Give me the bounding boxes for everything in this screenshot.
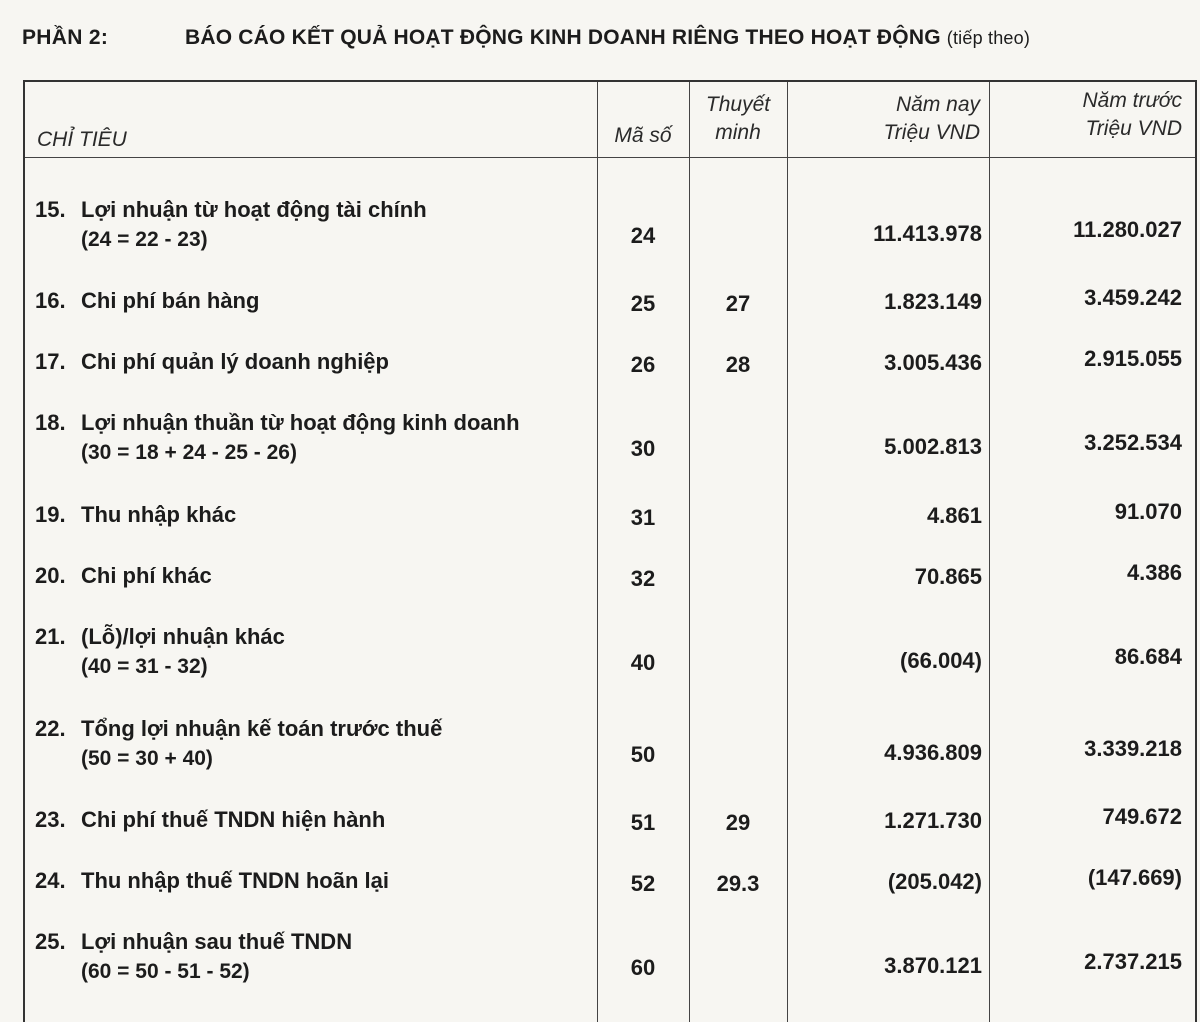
row-label — [35, 866, 389, 896]
row-label — [35, 927, 352, 987]
row-label-text: Thu nhập khác — [81, 502, 237, 527]
row-current-year: 1.823.149 — [884, 289, 982, 314]
column-header-note — [689, 91, 787, 147]
row-previous-year: 91.070 — [1114, 499, 1182, 524]
row-formula: (40 = 31 - 32) — [81, 655, 208, 678]
row-current-year: 3.005.436 — [884, 350, 982, 375]
row-note: 29.3 — [716, 871, 760, 896]
row-current-year: 11.413.978 — [873, 221, 982, 246]
row-code: 40 — [630, 650, 656, 675]
row-code: 26 — [630, 352, 656, 377]
row-code: 60 — [630, 955, 656, 980]
column-header-current-year — [787, 91, 980, 147]
header-divider — [25, 157, 1195, 158]
row-label-text: Chi phí bán hàng — [81, 288, 260, 313]
row-number: 24. — [35, 868, 66, 893]
row-note: 28 — [725, 352, 751, 377]
row-previous-year: 11.280.027 — [1073, 217, 1182, 242]
row-label-text: Lợi nhuận sau thuế TNDN — [81, 929, 353, 954]
row-formula: (30 = 18 + 24 - 25 - 26) — [81, 441, 297, 464]
row-number: 22. — [35, 716, 66, 741]
row-formula: (24 = 22 - 23) — [81, 228, 208, 251]
row-previous-year: 4.386 — [1126, 560, 1182, 585]
row-previous-year: 3.459.242 — [1084, 285, 1182, 310]
column-header-code: Mã số — [614, 124, 672, 147]
row-number: 21. — [35, 624, 66, 649]
row-current-year: (66.004) — [900, 648, 982, 673]
row-label-text: Tổng lợi nhuận kế toán trước thuế — [81, 716, 443, 741]
row-previous-year: 2.737.215 — [1084, 949, 1182, 974]
row-previous-year: 3.252.534 — [1084, 430, 1182, 455]
row-label — [35, 561, 212, 591]
row-current-year: 3.870.121 — [884, 953, 982, 978]
row-label — [35, 408, 520, 468]
row-code: 32 — [630, 566, 656, 591]
column-header-previous-line2: Triệu VND — [1085, 117, 1182, 140]
row-label-text: Thu nhập thuế TNDN hoãn lại — [81, 868, 389, 893]
row-formula: (50 = 30 + 40) — [81, 747, 213, 770]
row-previous-year: (147.669) — [1087, 865, 1182, 890]
income-statement-table — [23, 80, 1197, 1022]
row-number: 16. — [35, 288, 66, 313]
row-label — [35, 347, 389, 377]
column-header-note-line2: minh — [715, 121, 761, 144]
row-current-year: 1.271.730 — [884, 808, 982, 833]
row-label-text: Chi phí quản lý doanh nghiệp — [81, 349, 389, 374]
row-code: 30 — [630, 436, 656, 461]
column-header-indicator: CHỈ TIÊU — [37, 128, 127, 151]
row-previous-year: 2.915.055 — [1084, 346, 1182, 371]
row-code: 52 — [630, 871, 656, 896]
row-number: 19. — [35, 502, 66, 527]
row-code: 51 — [630, 810, 656, 835]
report-title-text: BÁO CÁO KẾT QUẢ HOẠT ĐỘNG KINH DOANH RIÊNG THEO HOẠT ĐỘNG — [185, 26, 941, 49]
row-number: 23. — [35, 807, 66, 832]
row-label — [35, 195, 427, 255]
row-label — [35, 500, 236, 530]
row-label — [35, 622, 285, 682]
row-code: 24 — [630, 223, 656, 248]
row-label — [35, 805, 385, 835]
row-number: 17. — [35, 349, 66, 374]
column-header-current-line1: Năm nay — [895, 93, 980, 116]
row-label-text: (Lỗ)/lợi nhuận khác — [81, 624, 285, 649]
row-number: 18. — [35, 410, 66, 435]
column-header-previous-line1: Năm trước — [1082, 89, 1182, 112]
row-code: 25 — [630, 291, 656, 316]
row-current-year: 5.002.813 — [884, 434, 982, 459]
row-code: 31 — [630, 505, 656, 530]
row-code: 50 — [630, 742, 656, 767]
column-header-previous-year — [989, 87, 1182, 143]
report-header — [22, 16, 1192, 56]
row-note: 29 — [725, 810, 751, 835]
report-title — [185, 26, 1030, 50]
row-note: 27 — [725, 291, 751, 316]
row-label-text: Chi phí thuế TNDN hiện hành — [81, 807, 386, 832]
row-number: 20. — [35, 563, 66, 588]
row-previous-year: 749.672 — [1102, 804, 1182, 829]
row-previous-year: 86.684 — [1114, 644, 1182, 669]
continued-note: (tiếp theo) — [946, 28, 1031, 48]
row-current-year: (205.042) — [887, 869, 982, 894]
row-previous-year: 3.339.218 — [1084, 736, 1182, 761]
column-header-note-line1: Thuyết — [705, 93, 771, 116]
row-current-year: 4.936.809 — [884, 740, 982, 765]
row-formula: (60 = 50 - 51 - 52) — [81, 960, 250, 983]
section-number: PHẦN 2: — [22, 26, 109, 49]
row-label — [35, 714, 442, 774]
row-label-text: Chi phí khác — [81, 563, 212, 588]
row-number: 15. — [35, 197, 66, 222]
row-current-year: 4.861 — [926, 503, 982, 528]
row-label-text: Lợi nhuận từ hoạt động tài chính — [81, 197, 427, 222]
row-label — [35, 286, 259, 316]
column-header-current-line2: Triệu VND — [883, 121, 980, 144]
row-number: 25. — [35, 929, 66, 954]
row-label-text: Lợi nhuận thuần từ hoạt động kinh doanh — [81, 410, 520, 435]
row-current-year: 70.865 — [914, 564, 982, 589]
